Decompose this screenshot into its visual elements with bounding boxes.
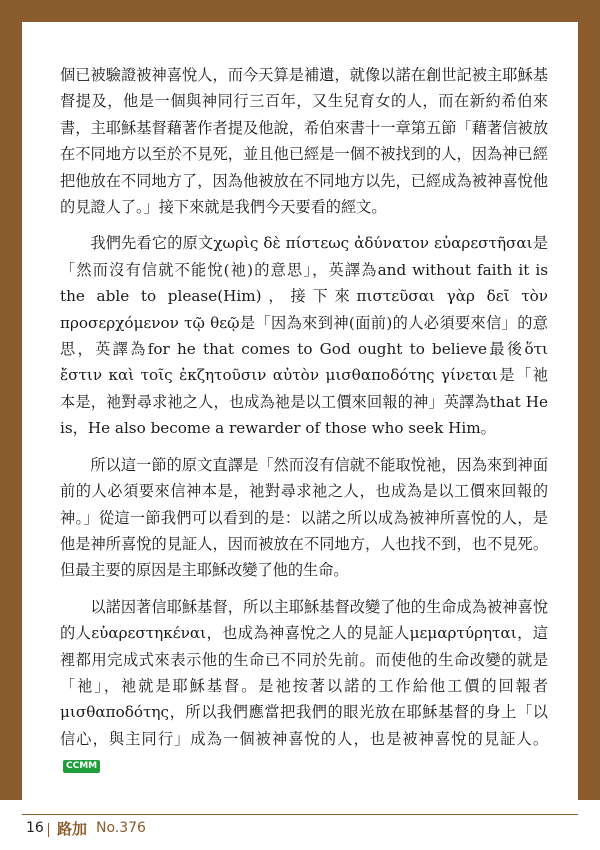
magazine-logo: 路加 [57, 820, 88, 838]
article-body [60, 62, 548, 789]
paragraph-4-text: 以諾因著信耶穌基督，所以主耶穌基督改變了他的生命成為被神喜悅的人εὐαρεστηκέναι，也成為神喜悅之人的見証人μεμαρτύρηται，這裡都用完成式來表示他的生命已不同於先前。而使他的生命改變的就是「祂」，祂就是耶穌基督。是祂按著以諾的工作給他工價的回報者μισθαποδότης，所以我們應當把我們的眼光放在耶穌基督的身上「以信心，與主同行」成為一個被神喜悅的人，也是被神喜悅的見証人。 [60, 597, 548, 748]
ccmm-badge: CCMM [63, 760, 100, 773]
paragraph-4 [60, 594, 548, 779]
page-sheet [22, 22, 578, 800]
footer-separator [48, 823, 49, 837]
paragraph-2: 我們先看它的原文χωρὶς δὲ πίστεως ἀδύνατον εὐαρεστῆσαι是「然而沒有信就不能悅(祂)的意思」，英譯為and without faith it is the able to please(Him)，接下來πιστεῦσαι γὰρ δεῖ τὸν προσερχόμενον τῷ θεῷ是「因為來到神(面前)的人必須要來信」的意思，英譯為for he that comes to God ought to believe最後ὅτι ἔστιν καὶ τοῖς ἐκζητοῦσιν αὐτὸν μισθαποδότης γίνεται是「祂本是，祂對尋求祂之人，也成為祂是以工價來回報的神」英譯為that He is，He also become a rewarder of those who seek Him。 [60, 234, 548, 438]
page-number: 16 [26, 820, 44, 836]
paragraph-3: 所以這一節的原文直譯是「然而沒有信就不能取悅祂，因為來到神面前的人必須要來信神本是，祂對尋求祂之人，也成為是以工價來回報的神。」從這一節我們可以看到的是：以諾之所以成為被神所喜悅的人，是他是神所喜悅的見証人，因而被放在不同地方，人也找不到，也不見死。但最主要的原因是主耶穌改變了他的生命。 [60, 455, 548, 580]
issue-number: No.376 [96, 820, 146, 836]
footer-rule [22, 814, 578, 815]
paragraph-1: 個已被驗證被神喜悅人，而今天算是補遺，就像以諾在創世記被主耶穌基督提及，他是一個與神同行三百年，又生兒育女的人，而在新約希伯來書，主耶穌基督藉著作者提及他說，希伯來書十一章第五節「藉著信被放在不同地方以至於不見死，並且他已經是一個不被找到的人，因為神已經把他放在不同地方了，因為他被放在不同地方以先，已經成為被神喜悅他的見證人了。」接下來就是我們今天要看的經文。 [60, 66, 548, 217]
page-footer [0, 800, 600, 850]
